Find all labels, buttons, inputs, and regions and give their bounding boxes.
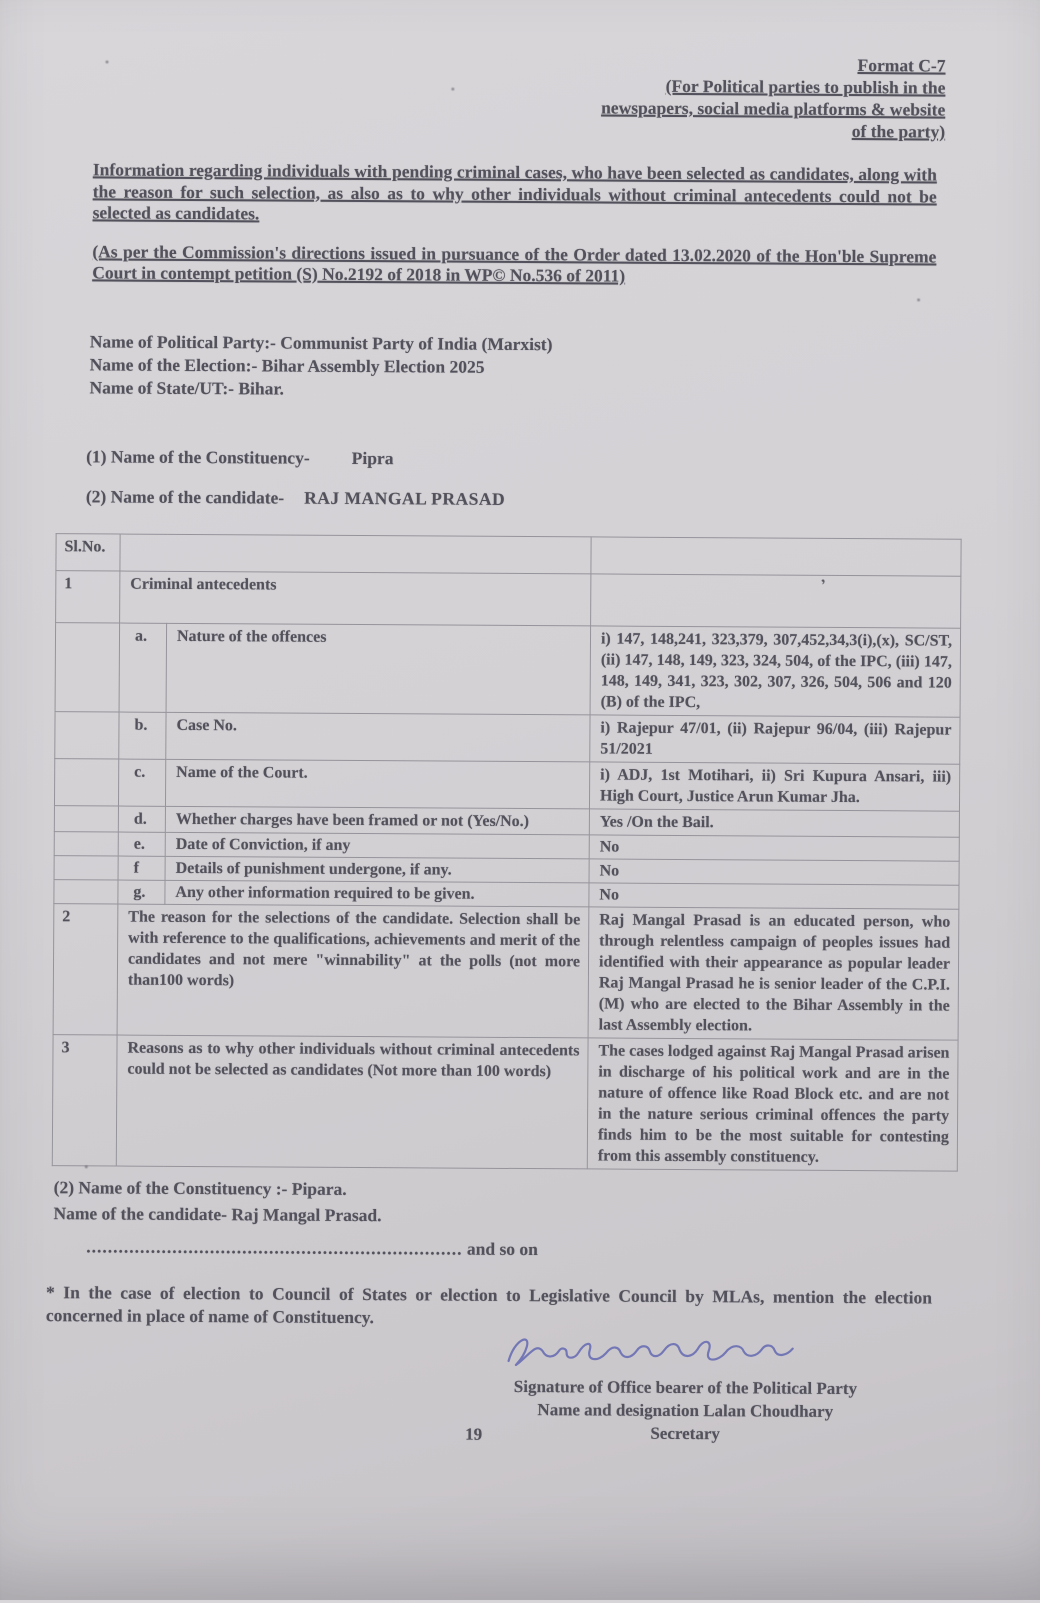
- election-name-line: Name of the Election:- Bihar Assembly Election 2025: [89, 353, 485, 377]
- row-number-cell: [55, 711, 119, 758]
- table-row: [56, 570, 961, 628]
- name-designation-line: Name and designation Lalan Choudhary: [537, 1399, 834, 1421]
- row-number-cell: [54, 805, 118, 831]
- candidate-line: [86, 486, 1040, 513]
- format-number: Format C-7: [857, 55, 946, 76]
- candidate-label: (2) Name of the candidate-: [85, 485, 285, 508]
- row-value-cell: i) Rajepur 47/01, (ii) Rajepur 96/04, (iii) Rajepur 51/2021: [590, 714, 960, 763]
- signature-section: [0, 1329, 1036, 1505]
- row-label-cell: Whether charges have been framed or not (Yes/No.): [165, 806, 589, 835]
- party-info-block: [89, 330, 961, 404]
- paper-speck: [85, 1165, 88, 1168]
- row-number-cell: [54, 758, 118, 805]
- signature-caption-block: [457, 1374, 913, 1446]
- row-letter-cell: g.: [118, 880, 165, 904]
- row-label-cell: Date of Conviction, if any: [165, 832, 589, 859]
- row-number-cell: 3: [52, 1034, 117, 1165]
- candidate-value: RAJ MANGAL PRASAD: [304, 487, 506, 509]
- constituency-value: Pipra: [351, 447, 394, 468]
- paper-speck: [451, 88, 454, 91]
- header-subtitle-line: newspapers, social media platforms & website: [601, 97, 946, 120]
- row-value-cell: Raj Mangal Prasad is an educated person, who through relentless campaign of peoples issues had identified with their appearance as popular leader Raj Mangal Prasad he is senior leader of the C.P.I. (M) who are elected to the Bihar Assembly in the last Assembly election.: [588, 906, 959, 1039]
- empty-header-cell: [591, 536, 961, 575]
- empty-header-cell: [120, 534, 591, 574]
- row-value-cell: [591, 573, 961, 627]
- footer-candidate-line: Name of the candidate- Raj Mangal Prasad.: [53, 1202, 382, 1225]
- row-label-cell: Details of punishment undergone, if any.: [165, 856, 589, 883]
- row-letter-cell: b.: [119, 712, 166, 759]
- signature-caption: Signature of Office bearer of the Political Party: [513, 1376, 858, 1398]
- footnote-paragraph: * In the case of election to Council of States or election to Legislative Council by MLAs, mention the election concerned in place of name of Constituency.: [45, 1281, 933, 1328]
- table-header-row: [56, 533, 961, 576]
- party-name-line: Name of Political Party:- Communist Party of India (Marxist): [89, 330, 553, 354]
- paper-speck: [917, 298, 920, 301]
- header-subtitle-line: of the party): [851, 121, 946, 142]
- row-value-cell: Yes /On the Bail.: [589, 808, 959, 836]
- criminal-antecedents-table: [52, 533, 962, 1172]
- row-number-cell: [54, 831, 118, 855]
- row-value-cell: i) 147, 148,241, 323,379, 307,452,34,3(i),(x), SC/ST,(ii) 147, 148, 149, 323, 324, 504, of the IPC, (iii) 147, 148, 149, 341, 323, 302, 307, 326, 504, 506 and 120 (B) of the IPC,: [590, 625, 961, 716]
- row-value-cell: No: [589, 834, 959, 860]
- page-number: 19: [465, 1424, 483, 1444]
- row-label-cell: Case No.: [166, 712, 590, 762]
- table-row: [52, 1034, 958, 1171]
- row-letter-cell: d.: [118, 806, 165, 832]
- row-value-cell: i) ADJ, 1st Motihari, ii) Sri Kupura Ansari, iii) High Court, Justice Arun Kumar Jha.: [589, 761, 959, 810]
- row-letter-cell: f: [118, 856, 165, 880]
- row-label-cell: The reason for the selections of the candidate. Selection shall be with reference to the qualifications, achievements and merit of the candidates and not mere "winnability" at the polls (not more than100 words): [117, 904, 589, 1038]
- table-row: [54, 758, 959, 811]
- table-row: [55, 622, 961, 717]
- handwritten-signature: [500, 1326, 800, 1380]
- row-number-cell: [55, 622, 120, 711]
- stray-ink-mark: ,: [817, 569, 827, 587]
- paper-speck: [106, 60, 109, 63]
- row-value-cell: No: [589, 858, 959, 884]
- designation-line: Secretary: [650, 1423, 720, 1443]
- row-number-cell: 1: [56, 570, 120, 622]
- row-label-cell: Reasons as to why other individuals without criminal antecedents could not be selected as candidates (Not more than 100 words): [116, 1035, 588, 1169]
- table-row: [53, 903, 959, 1040]
- row-label-cell: Name of the Court.: [165, 759, 589, 809]
- constituency-line: [86, 446, 1040, 473]
- row-label-cell: Criminal antecedents: [120, 571, 591, 626]
- row-number-cell: [54, 855, 118, 879]
- header-subtitle-line: (For Political parties to publish in the: [665, 75, 946, 98]
- row-number-cell: [54, 879, 118, 903]
- row-label-cell: Nature of the offences: [166, 623, 591, 715]
- row-letter-cell: c.: [118, 759, 165, 806]
- state-name-line: Name of State/UT:- Bihar.: [89, 376, 285, 399]
- slno-header-cell: Sl.No.: [56, 533, 120, 570]
- continuation-line: [86, 1236, 1036, 1263]
- and-so-on-text: and so on: [466, 1238, 538, 1259]
- row-value-cell: The cases lodged against Raj Mangal Prasad arisen in discharge of his political work and are in the nature of offence like Road Block etc. and are not in the nature serious criminal offences the party finds him to be the most suitable for contesting from this assembly constituency.: [587, 1037, 958, 1170]
- table-row: [55, 711, 960, 764]
- row-letter-cell: a.: [119, 623, 167, 712]
- order-reference-paragraph: (As per the Commission's directions issued in pursuance of the Order dated 13.02.2020 of the Hon'ble Supreme Court in contempt petition (S) No.2192 of 2018 in WP© No.536 of 2011): [92, 240, 937, 286]
- intro-paragraph: Information regarding individuals with pending criminal cases, who have been selected as candidates, along with the reason for such selection, as also as to why other individuals without criminal antecedents could not be selected as candidates.: [92, 159, 937, 224]
- row-value-cell: No: [589, 882, 959, 908]
- row-number-cell: 2: [53, 903, 118, 1034]
- constituency-label: (1) Name of the Constituency-: [86, 445, 310, 468]
- dotted-rule: ......................................................................: [86, 1235, 463, 1259]
- footer-identification: [53, 1174, 1036, 1232]
- footer-constituency-line: (2) Name of the Constituency :- Pipara.: [53, 1176, 347, 1199]
- row-letter-cell: e.: [118, 832, 165, 856]
- row-label-cell: Any other information required to be given.: [165, 880, 589, 907]
- document-header: [3, 49, 946, 143]
